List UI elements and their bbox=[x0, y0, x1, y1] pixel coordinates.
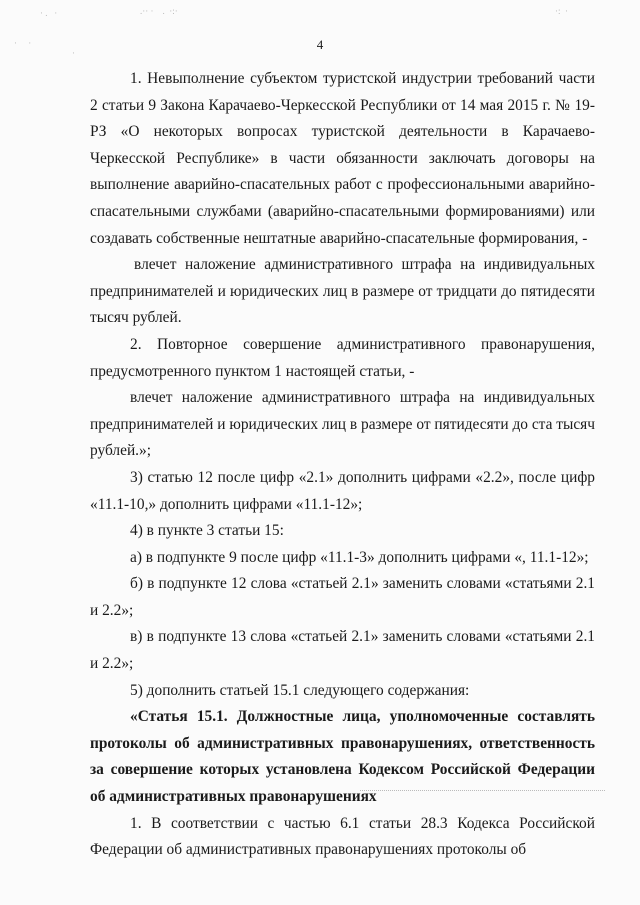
scan-artifact: .·· · . ·:· bbox=[140, 6, 178, 16]
paragraph-7: а) в подпункте 9 после цифр «11.1-3» дополнить цифрами «, 11.1-12»; bbox=[130, 548, 589, 566]
paragraph-2: влечет наложение административного штрафа на индивидуальных предпринимателей и юридических лиц в размере от тридцати до пятидесяти тысяч рублей. bbox=[90, 256, 595, 327]
paragraph-1: 1. Невыполнение субъектом туристской индустрии требований части 2 статьи 9 Закона Карачаево-Черкесской Республики от 14 мая 2015 г. № 19-РЗ «О некоторых вопросах туристской деятельности в Карачаево-Черкесской Республике» в части обязанности заключать договоры на выполнение аварийно-спасательных работ с профессиональными аварийно-спасательными службами (аварийно-спасательными формированиями) или создавать собственные нештатные аварийно-спасательные формирования, - bbox=[90, 70, 595, 247]
scan-artifact: ·: · bbox=[555, 6, 568, 16]
document-body bbox=[90, 66, 595, 864]
paragraph-9: в) в подпункте 13 слова «статьей 2.1» заменить словами «статьями 2.1 и 2.2»; bbox=[90, 628, 595, 673]
scan-dotted-line bbox=[360, 790, 605, 791]
paragraph-3: 2. Повторное совершение административного правонарушения, предусмотренного пунктом 1 настоящей статьи, - bbox=[90, 335, 595, 380]
paragraph-8: б) в подпункте 12 слова «статьей 2.1» заменить словами «статьями 2.1 и 2.2»; bbox=[90, 575, 595, 619]
paragraph-4: влечет наложение административного штрафа на индивидуальных предпринимателей и юридических лиц в размере от пятидесяти до ста тысяч рублей.»; bbox=[90, 389, 595, 460]
article-heading: «Статья 15.1. Должностные лица, уполномоченные составлять протоколы об административных правонарушениях, ответственность за совершение которых установлена Кодексом Российской Федерации об административных правонарушениях bbox=[90, 708, 595, 806]
paragraph-10: 5) дополнить статьей 15.1 следующего содержания: bbox=[130, 681, 470, 699]
paragraph-5: 3) статью 12 после цифр «2.1» дополнить цифрами «2.2», после цифр «11.1-10,» дополнить цифрами «11.1-12»; bbox=[90, 468, 595, 513]
paragraph-12: 1. В соответствии с частью 6.1 статьи 28.3 Кодекса Российской Федерации об административных правонарушениях протоколы об bbox=[90, 814, 595, 859]
scan-artifact: · bbox=[72, 48, 75, 58]
scan-artifact: · · bbox=[14, 38, 32, 48]
paragraph-6: 4) в пункте 3 статьи 15: bbox=[130, 522, 284, 540]
page-number: 4 bbox=[316, 37, 324, 52]
scan-artifact: · . · bbox=[40, 8, 58, 18]
